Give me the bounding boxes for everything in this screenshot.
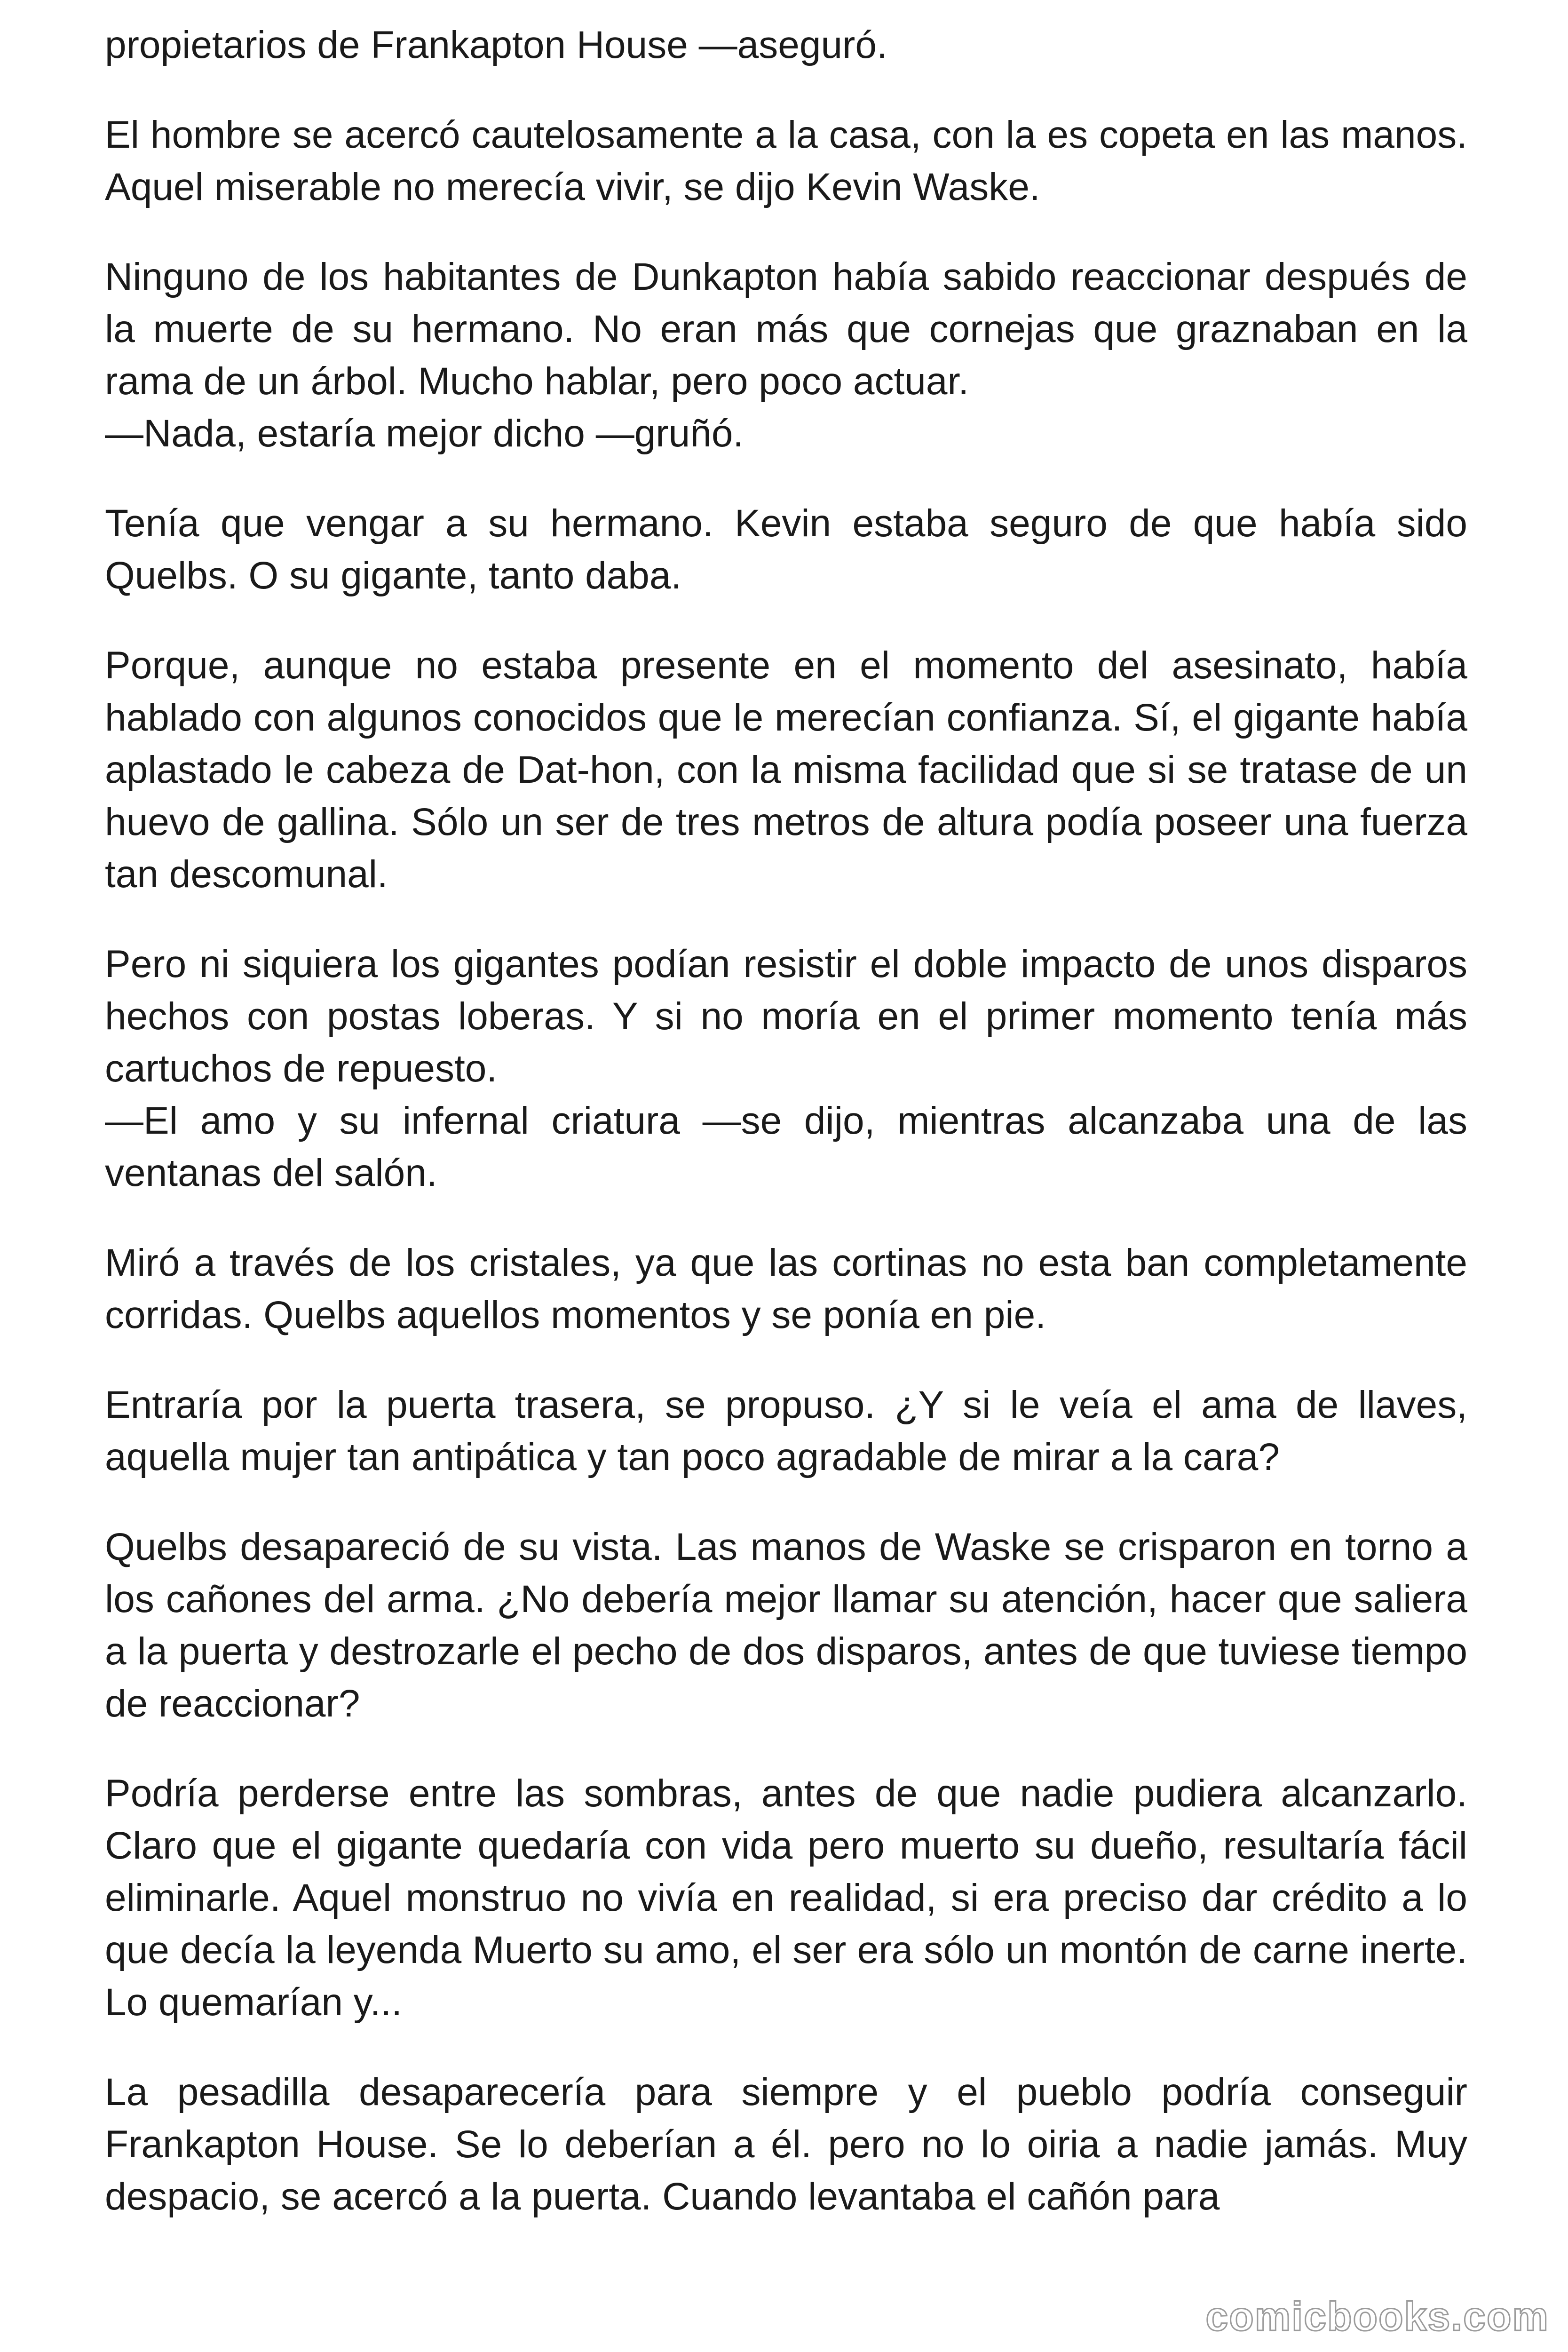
paragraph-7: Miró a través de los cristales, ya que las cortinas no esta ban completamente corridas. Quelbs aquellos momentos y se ponía en pie. bbox=[105, 1241, 1467, 1336]
site-watermark: comicbooks.com bbox=[1205, 2294, 1549, 2339]
book-page bbox=[105, 19, 1467, 2223]
paragraph-8: Entraría por la puerta trasera, se propuso. ¿Y si le veía el ama de llaves, aquella mujer tan antipática y tan poco agradable de mirar a la cara? bbox=[105, 1383, 1467, 1478]
paragraph-6: Pero ni siquiera los gigantes podían resistir el doble impacto de unos disparos hechos con postas loberas. Y si no moría en el primer momento tenía más cartuchos de repuesto. —El amo y su infernal criatura —se dijo, mientras alcanzaba una de las ventanas del salón. bbox=[105, 943, 1467, 1194]
paragraph-10: Podría perderse entre las sombras, antes de que nadie pudiera alcanzarlo. Claro que el gigante quedaría con vida pero muerto su dueño, resultaría fácil eliminarle. Aquel monstruo no vivía en realidad, si era preciso dar crédito a lo que decía la leyenda Muerto su amo, el ser era sólo un montón de carne inerte. Lo quemarían y... bbox=[105, 1772, 1467, 2024]
paragraph-11: La pesadilla desaparecería para siempre y el pueblo podría conseguir Frankapton House. Se lo deberían a él. pero no lo oiria a nadie jamás. Muy despacio, se acercó a la puerta. Cuando levantaba el cañón para bbox=[105, 2071, 1467, 2218]
paragraph-3: Ninguno de los habitantes de Dunkapton había sabido reaccionar después de la muerte de su hermano. No eran más que cornejas que graznaban en la rama de un árbol. Mucho hablar, pero poco actuar. —Nada, estaría mejor dicho —gruñó. bbox=[105, 255, 1467, 455]
paragraph-4: Tenía que vengar a su hermano. Kevin estaba seguro de que había sido Quelbs. O su gigante, tanto daba. bbox=[105, 502, 1467, 597]
paragraph-1: propietarios de Frankapton House —aseguró. bbox=[105, 24, 887, 66]
paragraph-9: Quelbs desapareció de su vista. Las manos de Waske se crisparon en torno a los cañones del arma. ¿No debería mejor llamar su atención, hacer que saliera a la puerta y destrozarle el pecho de dos disparos, antes de que tuviese tiempo de reaccionar? bbox=[105, 1526, 1467, 1725]
paragraph-5: Porque, aunque no estaba presente en el momento del asesinato, había hablado con algunos conocidos que le merecían confianza. Sí, el gigante había aplastado le cabeza de Dat-hon, con la misma facilidad que si se tratase de un huevo de gallina. Sólo un ser de tres metros de altura podía poseer una fuerza tan descomunal. bbox=[105, 644, 1467, 896]
paragraph-2: El hombre se acercó cautelosamente a la casa, con la es copeta en las manos. Aquel miserable no merecía vivir, se dijo Kevin Waske. bbox=[105, 113, 1467, 208]
